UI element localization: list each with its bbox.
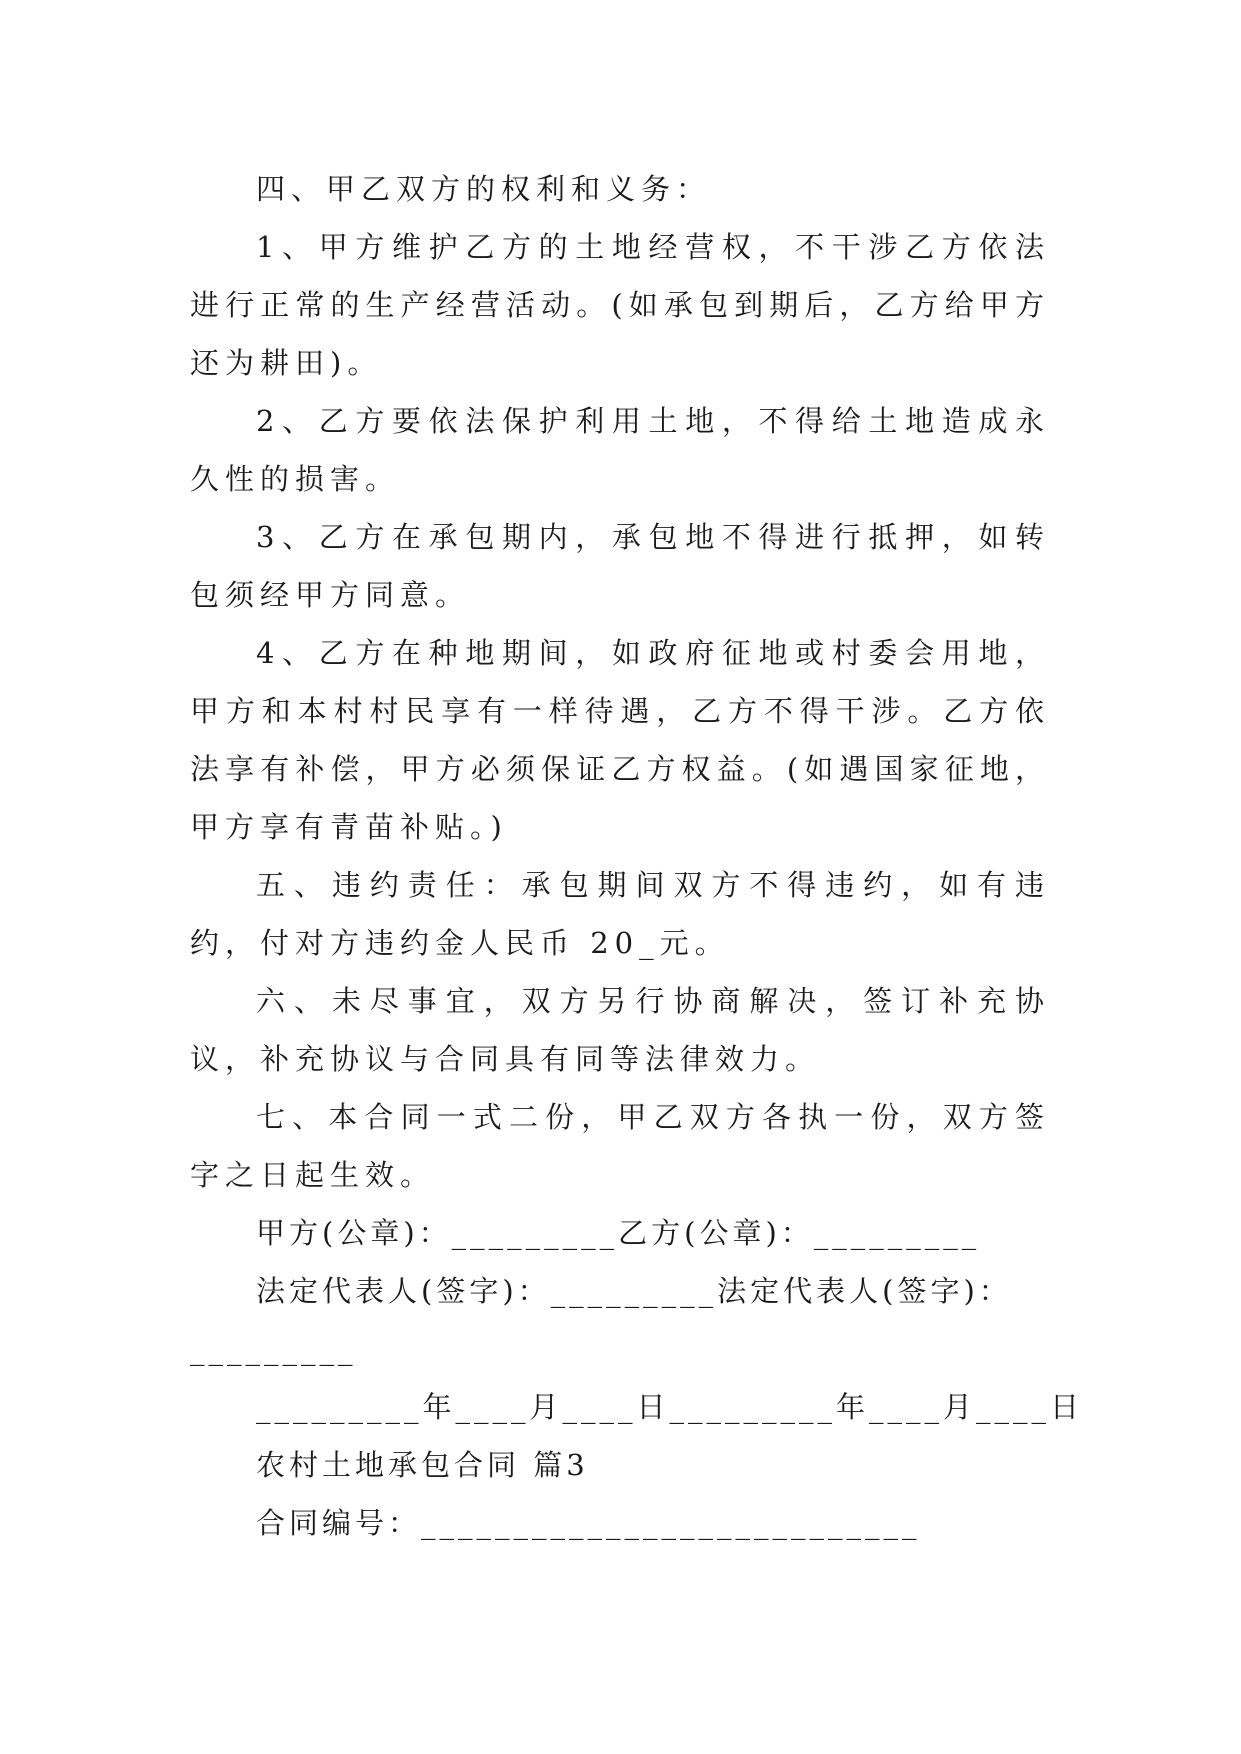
clause-2: 2、乙方要依法保护利用土地，不得给土地造成永久性的损害。: [190, 404, 1050, 496]
signature-blank: _________: [190, 1332, 357, 1366]
section-four-heading: 四、甲乙双方的权利和义务：: [256, 172, 712, 206]
clause-4: 4、乙方在种地期间，如政府征地或村委会用地，甲方和本村村民享有一样待遇，乙方不得干涉。乙方依法享有补偿，甲方必须保证乙方权益。(如遇国家征地，甲方享有青苗补贴。): [190, 636, 1050, 844]
signature-legal-representatives: 法定代表人(签字)：_________法定代表人(签字)：: [256, 1274, 1012, 1308]
section-five-liability: 五、违约责任：承包期间双方不得违约，如有违约，付对方违约金人民币 20_元。: [190, 868, 1050, 960]
signature-dates: _________年____月____日_________年____月____日: [256, 1390, 1084, 1424]
section-seven-copies: 七、本合同一式二份，甲乙双方各执一份，双方签字之日起生效。: [190, 1100, 1050, 1192]
clause-3: 3、乙方在承包期内，承包地不得进行抵押，如转包须经甲方同意。: [190, 520, 1050, 612]
document-page: [190, 160, 1084, 1552]
next-contract-heading: 农村土地承包合同 篇3: [256, 1448, 589, 1482]
section-six-other-matters: 六、未尽事宜，双方另行协商解决，签订补充协议，补充协议与合同具有同等法律效力。: [190, 984, 1050, 1076]
clause-1: 1、甲方维护乙方的土地经营权，不干涉乙方依法进行正常的生产经营活动。(如承包到期后，乙方给甲方还为耕田)。: [190, 230, 1050, 380]
signature-party-seals: 甲方(公章)：_________乙方(公章)：_________: [256, 1216, 981, 1250]
contract-number-field: 合同编号：___________________________: [256, 1506, 921, 1540]
